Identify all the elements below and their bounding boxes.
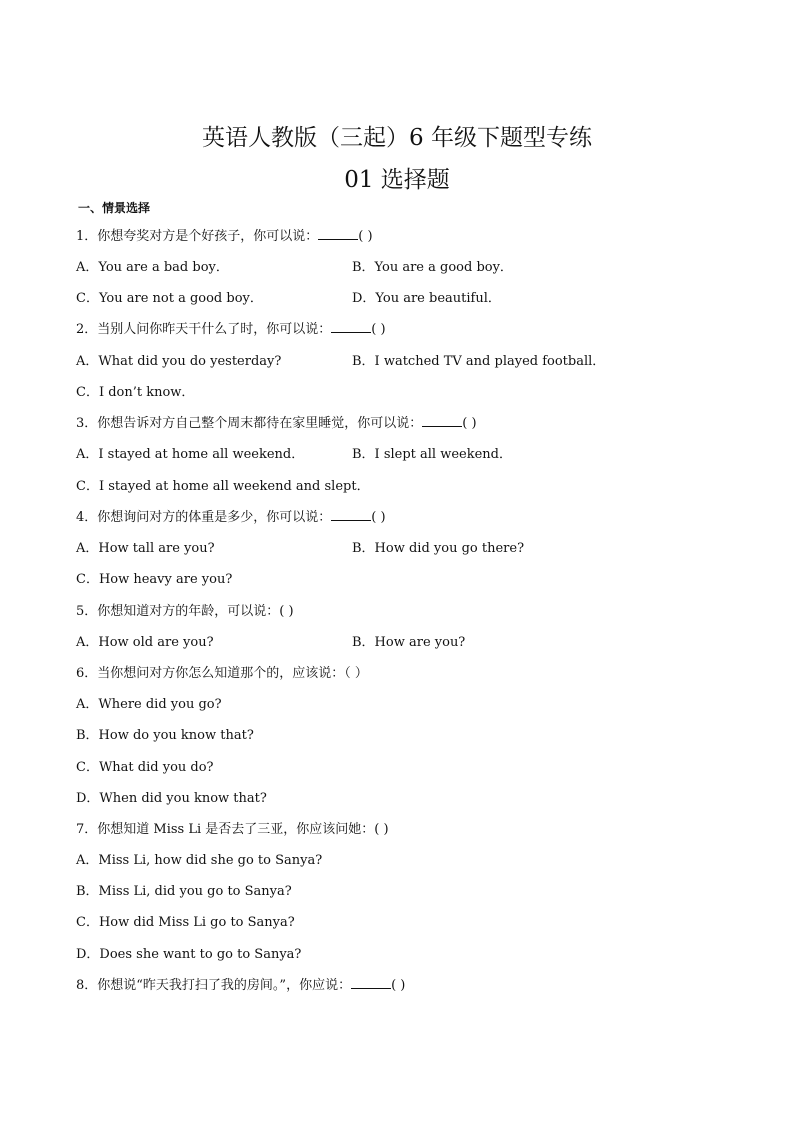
question-4-option-c: C．How heavy are you?	[76, 572, 233, 587]
question-7-option-d: D．Does she want to go to Sanya?	[76, 947, 302, 962]
question-7-option-b: B．Miss Li, did you go to Sanya?	[76, 884, 292, 899]
question-2-option-a: A．What did you do yesterday?	[76, 354, 282, 369]
answer-paren: ( )	[371, 510, 386, 525]
question-3-option-a: A．I stayed at home all weekend．	[76, 447, 305, 462]
question-1-option-d: D．You are beautiful．	[352, 291, 501, 306]
question-6-option-a: A．Where did you go?	[76, 697, 222, 712]
page-title: 英语人教版（三起）6 年级下题型专练	[202, 125, 592, 151]
question-5-option-b: B．How are you?	[352, 635, 466, 650]
question-1-option-c: C．You are not a good boy．	[76, 291, 263, 306]
question-6-option-c: C．What did you do?	[76, 760, 214, 775]
question-2-option-c: C．I don’t know．	[76, 385, 195, 400]
page-subtitle: 01 选择题	[344, 167, 450, 193]
question-5-option-a: A．How old are you?	[76, 635, 214, 650]
question-7-option-a: A．Miss Li, how did she go to Sanya?	[76, 853, 323, 868]
answer-blank	[351, 976, 391, 989]
question-7-option-c: C．How did Miss Li go to Sanya?	[76, 915, 295, 930]
question-6-option-b: B．How do you know that?	[76, 728, 254, 743]
answer-blank	[422, 414, 462, 427]
question-3-option-c: C．I stayed at home all weekend and slept．	[76, 479, 370, 494]
question-1-option-b: B．You are a good boy．	[352, 260, 513, 275]
question-1-option-a: A．You are a bad boy．	[76, 260, 229, 275]
question-1	[76, 225, 373, 244]
question-2	[76, 318, 386, 337]
answer-paren: ( )	[358, 229, 373, 244]
question-2-stem: 2．当别人问你昨天干什么了时，你可以说：	[76, 322, 332, 337]
question-4-stem: 4．你想询问对方的体重是多少，你可以说：	[76, 510, 332, 525]
section-heading: 一、情景选择	[78, 201, 151, 215]
answer-paren: ( )	[391, 978, 406, 993]
answer-blank	[331, 508, 371, 521]
question-5-stem: 5．你想知道对方的年龄，可以说：( )	[76, 604, 294, 619]
question-3	[76, 412, 477, 431]
question-4-option-a: A．How tall are you?	[76, 541, 215, 556]
question-4-option-b: B．How did you go there?	[352, 541, 525, 556]
question-8-stem: 8．你想说“昨天我打扫了我的房间。”，你应说：	[76, 978, 352, 993]
question-8	[76, 974, 405, 993]
question-1-stem: 1．你想夸奖对方是个好孩子，你可以说：	[76, 229, 319, 244]
answer-blank	[331, 320, 371, 333]
answer-paren: ( )	[462, 416, 477, 431]
answer-blank	[318, 227, 358, 240]
question-7-stem: 7．你想知道 Miss Li 是否去了三亚，你应该问她：( )	[76, 822, 389, 837]
question-4	[76, 506, 386, 525]
question-3-option-b: B．I slept all weekend．	[352, 447, 512, 462]
answer-paren: ( )	[371, 322, 386, 337]
question-3-stem: 3．你想告诉对方自己整个周末都待在家里睡觉，你可以说：	[76, 416, 423, 431]
question-2-option-b: B．I watched TV and played football．	[352, 354, 606, 369]
question-6-stem: 6．当你想问对方你怎么知道那个的，应该说：（ ）	[76, 666, 368, 681]
question-6-option-d: D．When did you know that?	[76, 791, 267, 806]
